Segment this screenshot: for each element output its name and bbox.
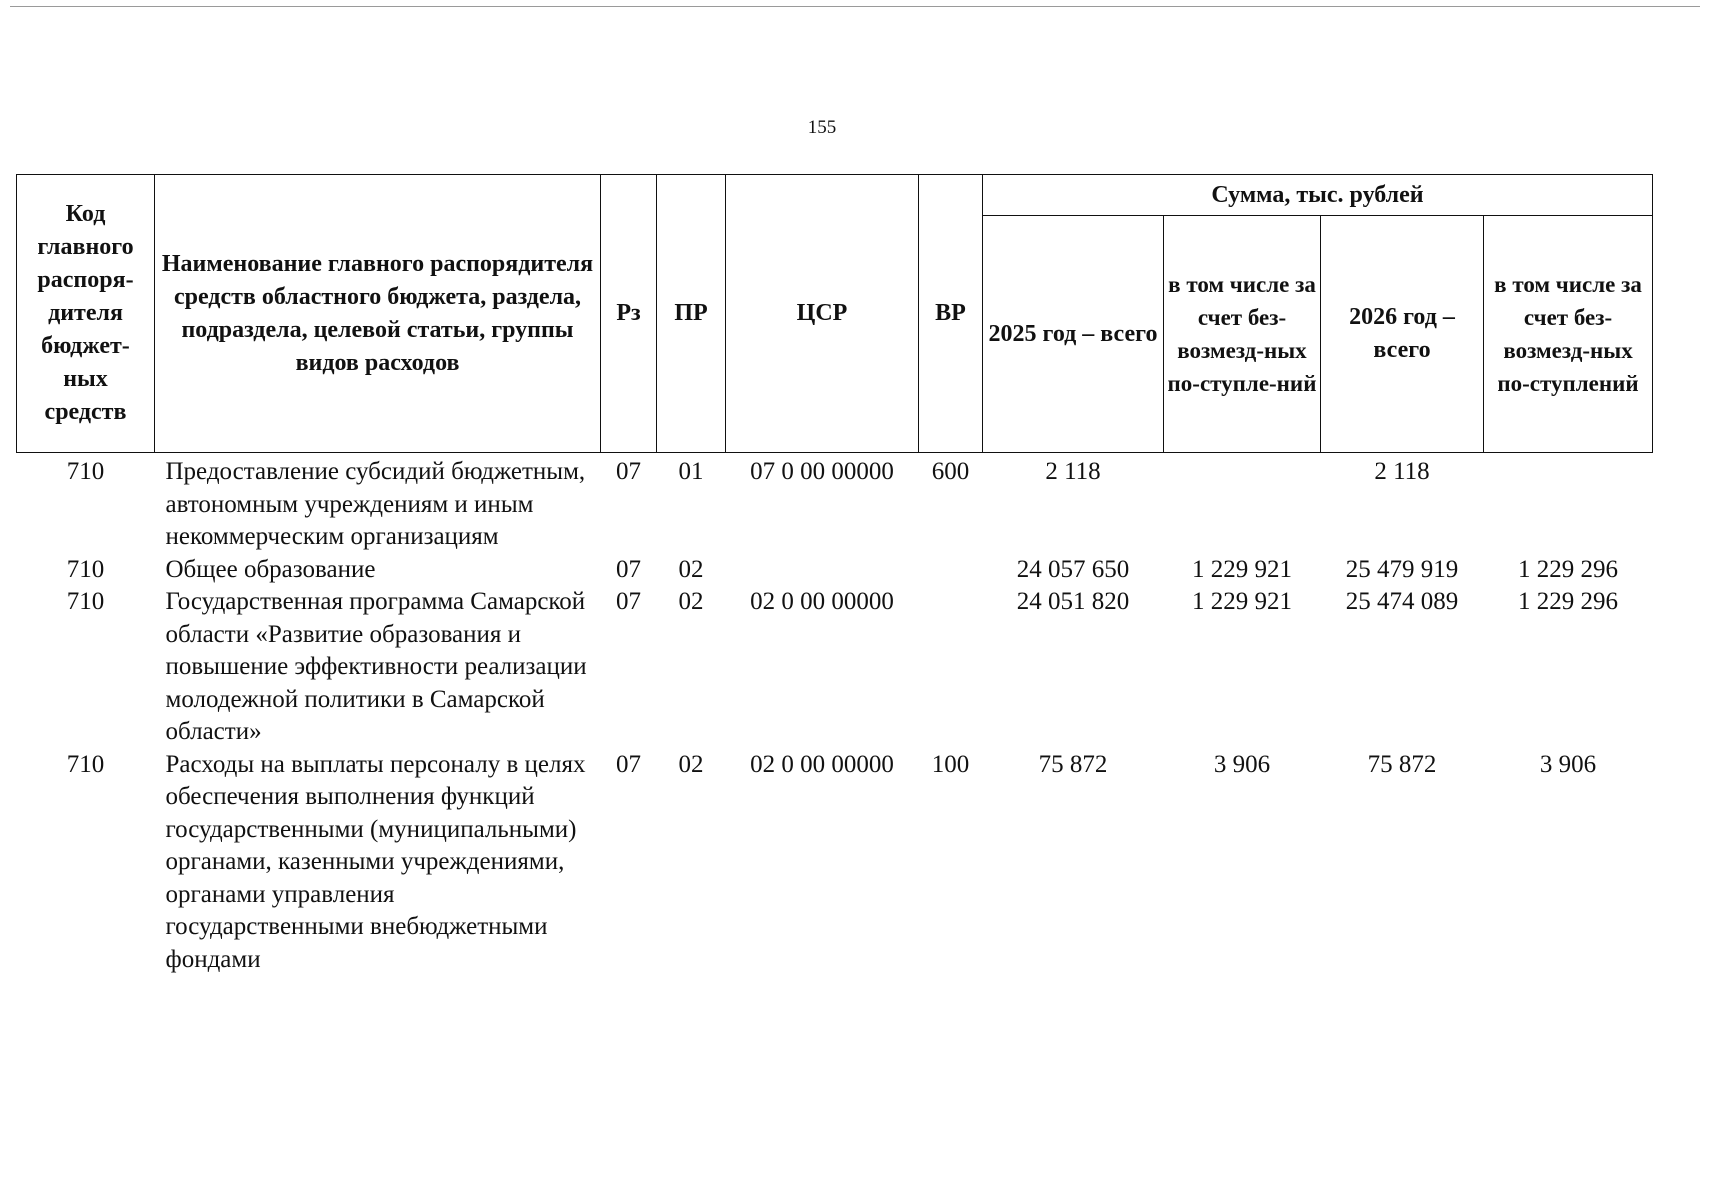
cell-csr bbox=[726, 554, 919, 587]
cell-code: 710 bbox=[66, 555, 105, 583]
cell-2025-free: 3 906 bbox=[1213, 750, 1271, 778]
cell-rz: 07 bbox=[616, 588, 641, 615]
cell-2026-total: 2 118 bbox=[1374, 458, 1430, 485]
cell-2026-free: 1 229 296 bbox=[1518, 588, 1618, 615]
cell-code: 710 bbox=[66, 588, 105, 615]
header-pr: ПР bbox=[657, 175, 726, 453]
cell-vr bbox=[919, 554, 983, 587]
cell-2026-free: 1 229 296 bbox=[1518, 555, 1618, 583]
table-row bbox=[17, 586, 1653, 749]
table-row bbox=[17, 453, 1653, 554]
cell-2025-total: 24 051 820 bbox=[1016, 588, 1130, 615]
cell-rz: 07 bbox=[616, 750, 641, 778]
cell-csr: 07 0 00 00000 bbox=[750, 458, 894, 485]
cell-rz: 07 bbox=[616, 555, 641, 583]
cell-pr: 02 bbox=[678, 555, 704, 583]
header-vr: ВР bbox=[919, 175, 983, 453]
header-2025-total: 2025 год – всего bbox=[983, 216, 1164, 453]
cell-name: Общее образование bbox=[165, 555, 376, 583]
cell-csr: 02 0 00 00000 bbox=[750, 588, 894, 615]
cell-pr: 02 bbox=[678, 588, 704, 615]
header-2026-free: в том числе за счет без-возмезд-ных по-ступлений bbox=[1484, 216, 1653, 453]
budget-table bbox=[16, 174, 1653, 976]
header-2026-total: 2026 год – всего bbox=[1321, 216, 1484, 453]
top-rule bbox=[10, 6, 1700, 7]
cell-2026-total: 75 872 bbox=[1367, 750, 1437, 778]
table-row bbox=[17, 749, 1653, 977]
header-csr: ЦСР bbox=[726, 175, 919, 453]
header-code: Код главного распоря-дителя бюджет-ных средств bbox=[17, 175, 155, 453]
cell-vr bbox=[919, 586, 983, 749]
header-name: Наименование главного распорядителя средств областного бюджета, раздела, подраздела, целевой статьи, группы видов расходов bbox=[155, 175, 601, 453]
cell-vr: 600 bbox=[931, 458, 970, 485]
cell-name: Государственная программа Самарской области «Развитие образования и повышение эффективности реализации молодежной политики в Самарской области» bbox=[165, 588, 587, 745]
cell-name: Расходы на выплаты персоналу в целях обеспечения выполнения функций государственными (муниципальными) органами, казенными учреждениями, органами управления государственными внебюджетными фондами bbox=[165, 750, 586, 973]
cell-vr: 100 bbox=[931, 750, 970, 778]
cell-pr: 02 bbox=[678, 750, 704, 778]
cell-pr: 01 bbox=[678, 458, 704, 485]
table-row bbox=[17, 554, 1653, 587]
cell-name: Предоставление субсидий бюджетным, автономным учреждениям и иным некоммерческим организациям bbox=[165, 458, 586, 550]
cell-2025-free: 1 229 921 bbox=[1192, 555, 1292, 583]
cell-csr: 02 0 00 00000 bbox=[750, 750, 894, 778]
cell-2026-total: 25 474 089 bbox=[1345, 588, 1459, 615]
cell-2026-total: 25 479 919 bbox=[1345, 555, 1459, 583]
header-rz: Рз bbox=[601, 175, 657, 453]
page-number: 155 bbox=[807, 117, 837, 138]
cell-code: 710 bbox=[66, 750, 105, 778]
cell-2026-free bbox=[1484, 453, 1653, 554]
cell-2025-free bbox=[1164, 453, 1321, 554]
cell-2026-free: 3 906 bbox=[1539, 750, 1597, 778]
header-sum-group: Сумма, тыс. рублей bbox=[983, 175, 1653, 216]
header-2025-free: в том числе за счет без-возмезд-ных по-ступле-ний bbox=[1164, 216, 1321, 453]
cell-2025-free: 1 229 921 bbox=[1192, 588, 1292, 615]
cell-2025-total: 24 057 650 bbox=[1016, 555, 1130, 583]
cell-code: 710 bbox=[66, 458, 105, 485]
cell-2025-total: 75 872 bbox=[1038, 750, 1108, 778]
cell-rz: 07 bbox=[616, 458, 641, 485]
cell-2025-total: 2 118 bbox=[1045, 458, 1101, 485]
